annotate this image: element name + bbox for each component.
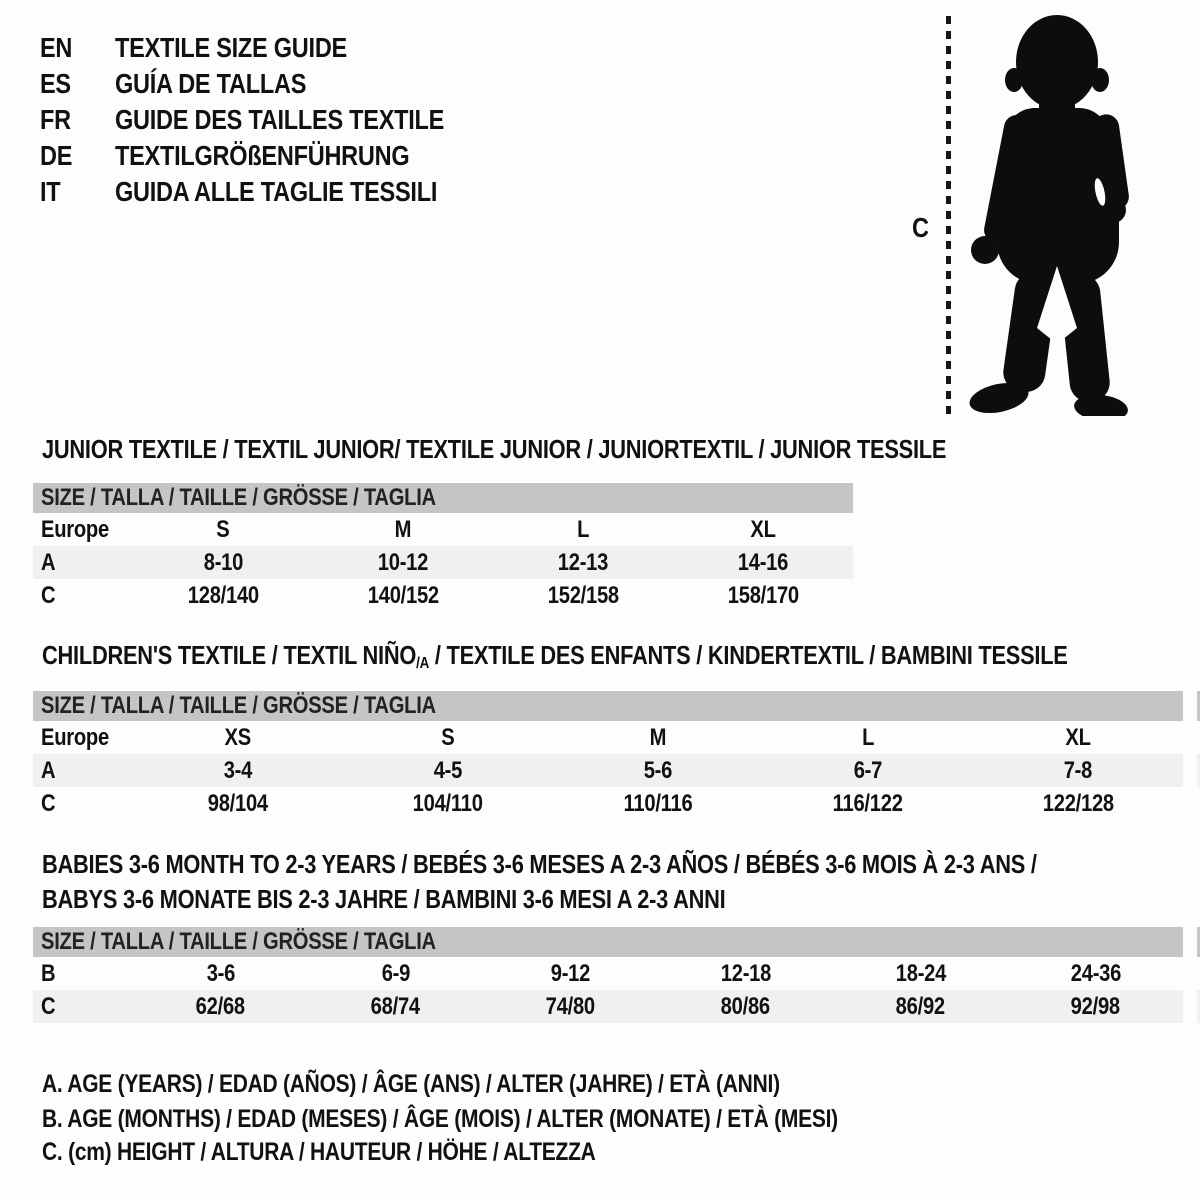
height-value: 158/170 xyxy=(727,581,799,609)
size-value: M xyxy=(649,723,667,751)
language-code: DE xyxy=(40,140,73,171)
height-value: 122/128 xyxy=(1042,789,1114,817)
language-row xyxy=(40,174,507,210)
babies-section-title-line1: BABIES 3-6 MONTH TO 2-3 YEARS / BEBÉS 3-6 MESES A 2-3 AÑOS / BÉBÉS 3-6 MOIS À 2-3 ANS / xyxy=(42,849,1037,879)
size-value: L xyxy=(576,515,590,543)
age-value: 3-6 xyxy=(206,959,235,987)
row-label: Europe xyxy=(41,515,109,543)
size-value: XL xyxy=(750,515,776,543)
size-value: M xyxy=(394,515,412,543)
table-row-age-years xyxy=(33,546,853,579)
height-value: 152/158 xyxy=(547,581,619,609)
size-value: S xyxy=(441,723,455,751)
row-label: Europe xyxy=(41,723,109,751)
table-row-europe xyxy=(33,513,853,546)
age-value: 18-24 xyxy=(895,959,946,987)
height-value: 110/116 xyxy=(623,789,693,817)
height-value: 98/104 xyxy=(207,789,269,817)
language-row xyxy=(40,30,507,66)
size-value: S xyxy=(216,515,230,543)
row-label: A xyxy=(41,756,56,784)
table-row-height-cm xyxy=(33,990,1183,1023)
height-value: 80/86 xyxy=(720,992,771,1020)
height-value: 86/92 xyxy=(895,992,946,1020)
age-value: 8-10 xyxy=(203,548,243,576)
age-value: 4-5 xyxy=(433,756,463,784)
height-value: 128/140 xyxy=(187,581,259,609)
junior-size-table xyxy=(33,483,853,612)
babies-section-title-line2: BABYS 3-6 MONATE BIS 2-3 JAHRE / BAMBINI 3-6 MESI A 2-3 ANNI xyxy=(42,884,726,914)
height-value: 116/122 xyxy=(832,789,904,817)
height-value: 104/110 xyxy=(412,789,484,817)
height-measure-label: C xyxy=(912,212,929,243)
language-title: GUIDA ALLE TAGLIE TESSILI xyxy=(115,176,438,207)
table-row-europe xyxy=(33,721,1183,754)
gender-subscript: /A xyxy=(416,655,430,672)
age-value: 12-13 xyxy=(557,548,609,576)
age-value: 6-7 xyxy=(853,756,883,784)
size-header-bar: SIZE / TALLA / TAILLE / GRÖSSE / TAGLIA xyxy=(33,483,853,513)
age-value: 3-4 xyxy=(223,756,253,784)
language-code: FR xyxy=(40,104,71,135)
row-label: C xyxy=(41,581,56,609)
age-value: 7-8 xyxy=(1063,756,1093,784)
height-value: 140/152 xyxy=(367,581,439,609)
legend-age-years: A. AGE (YEARS) / EDAD (AÑOS) / ÂGE (ANS) / ALTER (JAHRE) / ETÀ (ANNI) xyxy=(42,1070,780,1098)
height-value: 68/74 xyxy=(370,992,421,1020)
language-title-list xyxy=(40,30,507,210)
language-code: ES xyxy=(40,68,71,99)
age-value: 9-12 xyxy=(550,959,591,987)
language-title: TEXTILE SIZE GUIDE xyxy=(115,32,347,63)
row-label: C xyxy=(41,789,56,817)
table-row-age-months xyxy=(33,957,1183,990)
children-section-title: CHILDREN'S TEXTILE / TEXTIL NIÑO/A / TEXTILE DES ENFANTS / KINDERTEXTIL / BAMBINI TESSILE xyxy=(42,640,1068,672)
language-row xyxy=(40,66,507,102)
size-value: XS xyxy=(224,723,252,751)
language-title: GUÍA DE TALLAS xyxy=(115,68,307,99)
row-label: C xyxy=(41,992,56,1020)
language-row xyxy=(40,102,507,138)
language-code: IT xyxy=(40,176,61,207)
table-row-height-cm xyxy=(33,787,1183,820)
junior-section-title: JUNIOR TEXTILE / TEXTIL JUNIOR/ TEXTILE JUNIOR / JUNIORTEXTIL / JUNIOR TESSILE xyxy=(42,434,947,464)
babies-size-table xyxy=(33,927,1183,1023)
language-row xyxy=(40,138,507,174)
language-code: EN xyxy=(40,32,73,63)
height-value: 74/80 xyxy=(545,992,596,1020)
table-row-age-years xyxy=(33,754,1183,787)
height-value: 62/68 xyxy=(195,992,246,1020)
size-header-bar: SIZE / TALLA / TAILLE / GRÖSSE / TAGLIA xyxy=(33,691,1183,721)
table-row-height-cm xyxy=(33,579,853,612)
size-header-bar: SIZE / TALLA / TAILLE / GRÖSSE / TAGLIA xyxy=(33,927,1183,957)
age-value: 6-9 xyxy=(381,959,410,987)
row-label: B xyxy=(41,959,56,987)
age-value: 5-6 xyxy=(643,756,673,784)
age-value: 14-16 xyxy=(737,548,789,576)
children-size-table xyxy=(33,691,1183,820)
age-value: 12-18 xyxy=(720,959,771,987)
row-label: A xyxy=(41,548,56,576)
age-value: 24-36 xyxy=(1070,959,1121,987)
legend-age-months: B. AGE (MONTHS) / EDAD (MESES) / ÂGE (MOIS) / ALTER (MONATE) / ETÀ (MESI) xyxy=(42,1105,838,1133)
language-title: GUIDE DES TAILLES TEXTILE xyxy=(115,104,445,135)
language-title: TEXTILGRÖßENFÜHRUNG xyxy=(115,140,410,171)
age-value: 10-12 xyxy=(377,548,429,576)
height-measure-dashed-line xyxy=(946,16,951,416)
baby-silhouette-icon xyxy=(961,10,1153,416)
legend-height-cm: C. (cm) HEIGHT / ALTURA / HAUTEUR / HÖHE / ALTEZZA xyxy=(42,1138,596,1166)
size-value: L xyxy=(861,723,875,751)
size-value: XL xyxy=(1065,723,1091,751)
height-value: 92/98 xyxy=(1070,992,1121,1020)
